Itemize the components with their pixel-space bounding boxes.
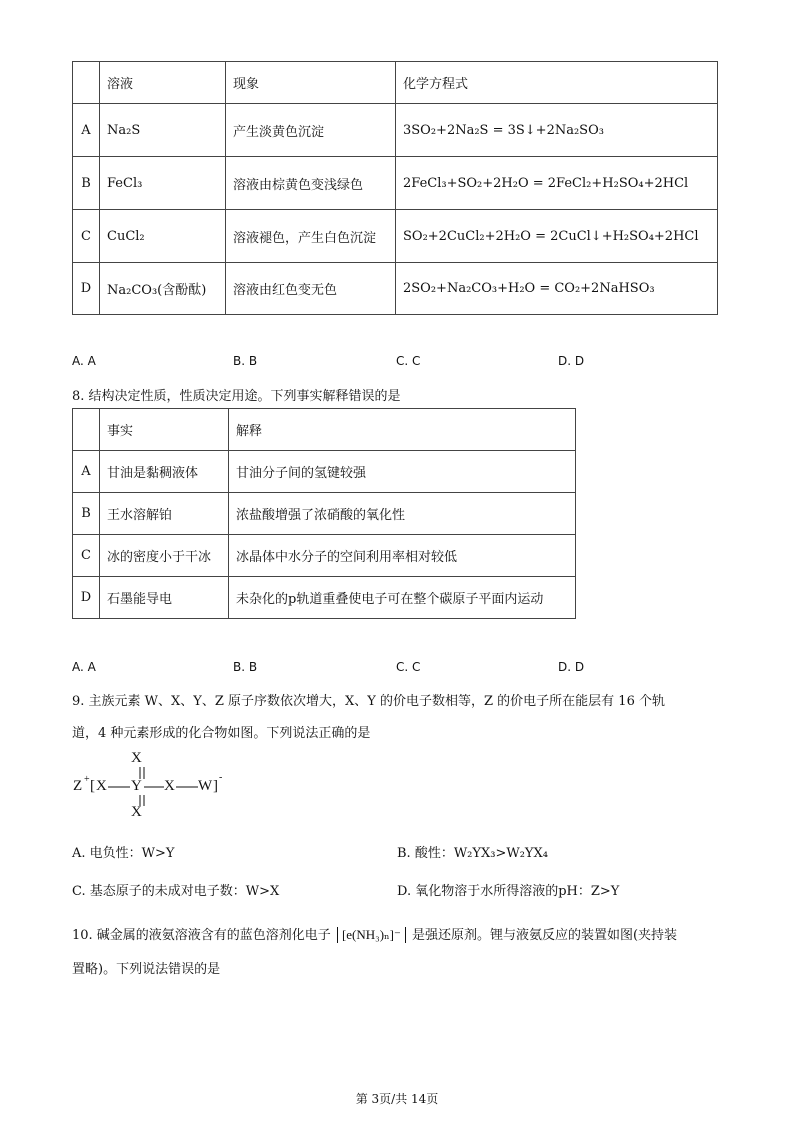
struct-anion-charge: - [219, 772, 223, 783]
table-row [73, 535, 576, 577]
explanation-cell: 浓盐酸增强了浓硝酸的氧化性 [229, 493, 576, 535]
table-header-cell [73, 409, 100, 451]
fact-cell: 冰的密度小于干冰 [100, 535, 229, 577]
struct-left-bracket: [ [90, 778, 95, 794]
table-row [73, 263, 718, 315]
table-header-cell: 事实 [100, 409, 229, 451]
struct-center: Y [131, 778, 142, 794]
question-10-stem-line2: 置略)。下列说法错误的是 [72, 962, 221, 977]
table-header-cell [73, 62, 100, 104]
option-a: A. A [72, 354, 96, 368]
option-b: B. 酸性：W₂YX₃>W₂YX₄ [397, 846, 548, 861]
fact-cell: 甘油是黏稠液体 [100, 451, 229, 493]
struct-cation: Z [73, 778, 83, 794]
row-label: A [73, 451, 100, 493]
row-label: D [73, 263, 100, 315]
equation-cell: 3SO₂+2Na₂S = 3S↓+2Na₂SO₃ [396, 104, 718, 157]
solution-cell: CuCl₂ [100, 210, 226, 263]
option-b: B. B [233, 354, 258, 368]
option-c: C. C [396, 660, 421, 674]
fact-cell: 王水溶解铂 [100, 493, 229, 535]
phenomenon-cell: 溶液由棕黄色变浅绿色 [226, 157, 396, 210]
phenomenon-cell: 溶液褪色，产生白色沉淀 [226, 210, 396, 263]
explanation-cell: 甘油分子间的氢键较强 [229, 451, 576, 493]
explanation-cell: 未杂化的p轨道重叠使电子可在整个碳原子平面内运动 [229, 577, 576, 619]
table-row [73, 451, 576, 493]
table-row [73, 210, 718, 263]
row-label: B [73, 493, 100, 535]
q10-text-part1: 10. 碱金属的液氨溶液含有的蓝色溶剂化电子 [72, 928, 331, 943]
solvated-electron-formula: [e(NH₃)ₙ]⁻ [337, 927, 406, 943]
table-header-cell: 现象 [226, 62, 396, 104]
equation-cell: 2FeCl₃+SO₂+2H₂O = 2FeCl₂+H₂SO₄+2HCl [396, 157, 718, 210]
row-label: A [73, 104, 100, 157]
question-10-stem-line1 [72, 924, 677, 943]
page-footer: 第 3页/共 14页 [355, 1092, 439, 1106]
q10-text-part2: 是强还原剂。锂与液氨反应的装置如图(夹持装 [411, 928, 678, 943]
struct-right-x: X [164, 778, 175, 794]
bond-lines [70, 748, 240, 828]
struct-bottom-x: X [131, 804, 142, 820]
struct-right-bracket: ] [213, 778, 218, 794]
table-row [73, 493, 576, 535]
option-d: D. D [558, 660, 585, 674]
phenomenon-cell: 溶液由红色变无色 [226, 263, 396, 315]
table-header-cell: 化学方程式 [396, 62, 718, 104]
row-label: C [73, 210, 100, 263]
row-label: C [73, 535, 100, 577]
table-row [73, 577, 576, 619]
table-header-cell: 溶液 [100, 62, 226, 104]
row-label: D [73, 577, 100, 619]
fact-cell: 石墨能导电 [100, 577, 229, 619]
fact-table [72, 408, 576, 619]
solution-cell: FeCl₃ [100, 157, 226, 210]
question-9-stem-line1: 9. 主族元素 W、X、Y、Z 原子序数依次增大，X、Y 的价电子数相等，Z 的价电子所在能层有 16 个轨 [72, 694, 665, 709]
struct-right-w: W [198, 778, 213, 794]
phenomenon-cell: 产生淡黄色沉淀 [226, 104, 396, 157]
equation-cell: SO₂+2CuCl₂+2H₂O = 2CuCl↓+H₂SO₄+2HCl [396, 210, 718, 263]
reaction-table [72, 61, 718, 315]
equation-cell: 2SO₂+Na₂CO₃+H₂O = CO₂+2NaHSO₃ [396, 263, 718, 315]
solution-cell: Na₂S [100, 104, 226, 157]
option-d: D. D [558, 354, 585, 368]
struct-left-x: X [96, 778, 107, 794]
option-d: D. 氧化物溶于水所得溶液的pH：Z>Y [397, 884, 620, 899]
row-label: B [73, 157, 100, 210]
question-8-stem: 8. 结构决定性质，性质决定用途。下列事实解释错误的是 [72, 389, 401, 404]
option-c: C. 基态原子的未成对电子数：W>X [72, 884, 280, 899]
option-a: A. A [72, 660, 96, 674]
struct-cation-charge: + [84, 774, 90, 785]
option-a: A. 电负性：W>Y [72, 846, 175, 861]
option-c: C. C [396, 354, 421, 368]
struct-top-x: X [131, 750, 142, 766]
table-row [73, 104, 718, 157]
table-row [73, 157, 718, 210]
solution-cell: Na₂CO₃(含酚酞) [100, 263, 226, 315]
table-header-cell: 解释 [229, 409, 576, 451]
option-b: B. B [233, 660, 258, 674]
explanation-cell: 冰晶体中水分子的空间利用率相对较低 [229, 535, 576, 577]
question-9-stem-line2: 道，4 种元素形成的化合物如图。下列说法正确的是 [72, 726, 371, 741]
